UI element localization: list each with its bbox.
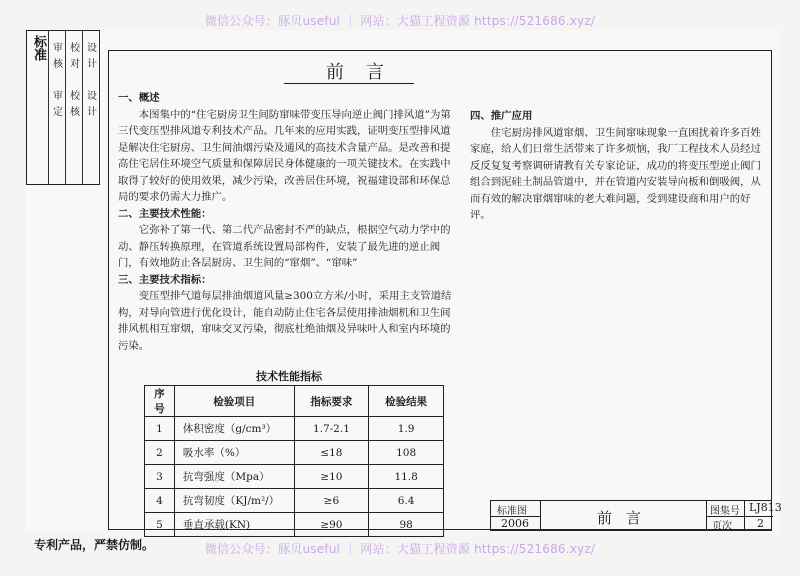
- table-cell: 3: [145, 465, 175, 489]
- table-row: [145, 489, 444, 513]
- year-text: 2006: [501, 517, 529, 530]
- approval-stamp-strip: [26, 30, 100, 185]
- table-cell: 1: [145, 417, 175, 441]
- table-cell: 垂直承载(KN): [174, 513, 294, 537]
- stamp-char: 核: [53, 59, 63, 70]
- header-cell: 检验项目: [174, 386, 294, 417]
- section-body-specs: 变压型排气道每层排油烟道风量≥300立方米/小时，采用主支管道结构，对导向管进行优化设计，能自动防止住宅各层使用排油烟机和卫生间排风机相互窜烟，窜味交叉污染，彻底杜绝油烟及异味叶人和室内环境的污染。: [118, 290, 452, 352]
- stamp-char: 审: [53, 43, 63, 54]
- section-heading-application: 四、推广应用: [470, 110, 533, 122]
- table-cell: ≥90: [294, 513, 369, 537]
- table-cell: ≥10: [294, 465, 369, 489]
- table-row: [145, 465, 444, 489]
- stamp-char: 设: [87, 43, 97, 54]
- header-cell: 序号: [145, 386, 175, 417]
- standard-mark: 标准: [31, 35, 46, 61]
- table-cell: 2: [145, 441, 175, 465]
- table-cell: 98: [369, 513, 444, 537]
- table-header-row: [145, 386, 444, 417]
- drawing-sheet: [26, 30, 780, 532]
- section-heading-overview: 一、概述: [118, 92, 160, 104]
- left-column-text: [118, 90, 458, 354]
- section-body-performance: 它弥补了第一代、第二代产品密封不严的缺点，根据空气动力学中的动、静压转换原理，在管道系统设置局部构件，安装了最先进的逆止阀门，有效地防止各层厨房、卫生间的“窜烟”、“窜味”: [118, 224, 451, 269]
- section-body-overview: 本图集中的“住宅厨房卫生间防窜味带变压导向逆止阀门排风道”为第三代变压型排风道专利技术产品。几年来的应用实践，证明变压型排风道是解决住宅厨房、卫生间油烟污染及通风的高技术含量产品。是改善和提高住宅居住环境空气质量和保障居民身体健康的一项关键技术。在实践中取得了较好的使用效果，减少污染，改善居住环境，祝福建设部和环保总局的要求仍需大力推广。: [118, 108, 451, 203]
- section-heading-specs: 三、主要技术指标：: [118, 273, 212, 286]
- watermark-bottom: 微信公众号：豚贝useful ｜ 网站：大猫工程资源 https://521686.xyz/: [204, 542, 596, 556]
- right-column-text: [470, 108, 768, 224]
- atlas-no: LJ813: [749, 501, 782, 514]
- table-cell: 11.8: [369, 465, 444, 489]
- header-cell: 指标要求: [294, 386, 369, 417]
- table-cell: 4: [145, 489, 175, 513]
- table-row: [145, 417, 444, 441]
- table-cell: 1.9: [369, 417, 444, 441]
- table-cell: 抗弯强度（Mpa）: [174, 465, 294, 489]
- section-heading-performance: 二、主要技术性能：: [118, 207, 212, 220]
- page-number: 2: [757, 517, 764, 530]
- atlas-no-label: 图集号: [710, 506, 740, 517]
- title-block: [490, 500, 782, 532]
- table-cell: 1.7-2.1: [294, 417, 369, 441]
- stamp-char: 对: [70, 59, 80, 70]
- table-cell: 5: [145, 513, 175, 537]
- standard-label: 标准图: [497, 506, 527, 517]
- table-cell: ≥6: [294, 489, 369, 513]
- stamp-char: 计: [87, 59, 97, 70]
- section-body-application: 住宅厨房排风道窜烟、卫生间窜味现象一直困扰着许多百姓家庭，给人们日常生活带来了许多烦恼，我厂工程技术人员经过反反复复考察调研请教有关专家论证，成功的将变压型逆止阀门组合到泥硅土制品管道中，并在管道内安装导向板和倒吸阀，从而有效的解决窜烟窜味的老大难问题，受到建设商和用户的好评。: [470, 126, 761, 221]
- block-title: 前言: [597, 509, 656, 527]
- table-row: [145, 513, 444, 537]
- table-cell: 体积密度（g/cm³）: [174, 417, 294, 441]
- table-cell: 抗弯韧度（KJ/m²/）: [174, 489, 294, 513]
- title-underline: [284, 83, 414, 84]
- watermark-top: 微信公众号：豚贝useful ｜ 网站：大猫工程资源 https://521686.xyz/: [204, 14, 596, 28]
- stamp-char: 校: [70, 91, 80, 102]
- header-cell: 检验结果: [369, 386, 444, 417]
- stamp-char: 计: [87, 107, 97, 118]
- table-cell: ≤18: [294, 441, 369, 465]
- stamp-char: 定: [53, 107, 63, 118]
- page-title: 前言: [326, 62, 406, 83]
- table-caption: 技术性能指标: [256, 370, 322, 383]
- page-label: 页次: [712, 521, 732, 532]
- table-cell: 吸水率（%）: [174, 441, 294, 465]
- stamp-char: 审: [53, 91, 63, 102]
- table-cell: 108: [369, 441, 444, 465]
- stamp-char: 设: [87, 91, 97, 102]
- table-row: [145, 441, 444, 465]
- spec-table: [144, 385, 444, 537]
- table-cell: 6.4: [369, 489, 444, 513]
- stamp-char: 核: [70, 107, 80, 118]
- stamp-char: 校: [70, 43, 80, 54]
- patent-note: 专利产品，严禁仿制。: [34, 538, 155, 552]
